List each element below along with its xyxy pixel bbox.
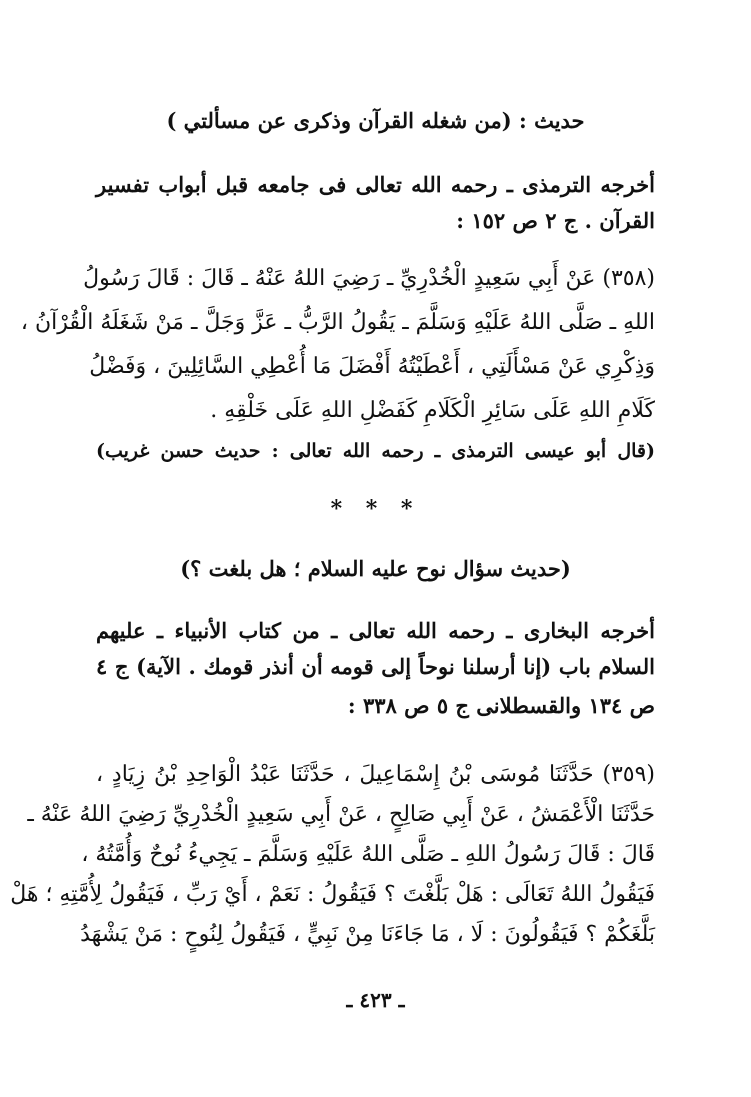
hadith-359-line-1: (٣٥٩) حَدَّثَنَا مُوسَى بْنُ إِسْمَاعِيلَ ، حَدَّثَنَا عَبْدُ الْوَاحِدِ بْنُ زِيَادٍ ،: [96, 762, 655, 787]
section1-heading: حديث : (من شغله القرآن وذكرى عن مسألتي ): [166, 108, 585, 133]
hadith-358-line-3: وَذِكْرِي عَنْ مَسْأَلَتِي ، أَعْطَيْتُهُ أَفْضَلَ مَا أُعْطِي السَّائِلِينَ ، وَفَضْلُ: [89, 354, 655, 379]
section1-intro-line-1: أخرجه الترمذى ـ رحمه الله تعالى فى جامعه قبل أبواب تفسير: [96, 172, 656, 197]
section-separator: * * *: [330, 496, 421, 522]
section2-intro-line-2: السلام باب (إنا أرسلنا نوحاً إلى قومه أن أنذر قومك . الآية) ج ٤: [96, 654, 655, 679]
page-number: ـ ٤٢٣ ـ: [346, 988, 405, 1012]
hadith-359-line-3: قَالَ : قَالَ رَسُولُ اللهِ ـ صَلَّى اللهُ عَلَيْهِ وَسَلَّمَ ـ يَجِيءُ نُوحٌ وَأُمَّتُهُ ،: [81, 842, 655, 867]
hadith-358-line-1: (٣٥٨) عَنْ أَبِي سَعِيدٍ الْخُدْرِيِّ ـ رَضِيَ اللهُ عَنْهُ ـ قَالَ : قَالَ رَسُولُ: [83, 266, 655, 291]
hadith-359-line-4: فَيَقُولُ اللهُ تَعَالَى : هَلْ بَلَّغْتَ ؟ فَيَقُولُ : نَعَمْ ، أَيْ رَبِّ ، فَيَقُولُ لِأُمَّتِهِ ؛ هَلْ: [10, 882, 655, 907]
hadith-358-line-4: كَلَامِ اللهِ عَلَى سَائِرِ الْكَلَامِ كَفَضْلِ اللهِ عَلَى خَلْقِهِ .: [210, 398, 655, 423]
section2-intro-line-3: ص ١٣٤ والقسطلانى ج ٥ ص ٣٣٨ :: [347, 693, 655, 718]
hadith-359-line-2: حَدَّثَنَا الْأَعْمَشُ ، عَنْ أَبِي صَالِحٍ ، عَنْ أَبِي سَعِيدٍ الْخُدْرِيِّ رَضِيَ اللهُ عَنْهُ ـ: [27, 802, 655, 827]
section1-intro-line-2: القرآن . ج ٢ ص ١٥٢ :: [456, 208, 655, 233]
hadith-358-grading-note: (قال أبو عيسى الترمذى ـ رحمه الله تعالى : حديث حسن غريب): [96, 440, 655, 462]
section2-intro-line-1: أخرجه البخارى ـ رحمه الله تعالى ـ من كتاب الأنبياء ـ عليهم: [96, 618, 655, 643]
hadith-358-line-2: اللهِ ـ صَلَّى اللهُ عَلَيْهِ وَسَلَّمَ ـ يَقُولُ الرَّبُّ ـ عَزَّ وَجَلَّ ـ مَنْ شَغَلَهُ الْقُرْآنُ ،: [20, 310, 655, 335]
section2-heading: (حديث سؤال نوح عليه السلام ؛ هل بلغت ؟): [180, 556, 571, 581]
hadith-359-line-5: بَلَّغَكُمْ ؟ فَيَقُولُونَ : لَا ، مَا جَاءَنَا مِنْ نَبِيٍّ ، فَيَقُولُ لِنُوحٍ : مَنْ يَشْهَدُ: [80, 922, 655, 947]
